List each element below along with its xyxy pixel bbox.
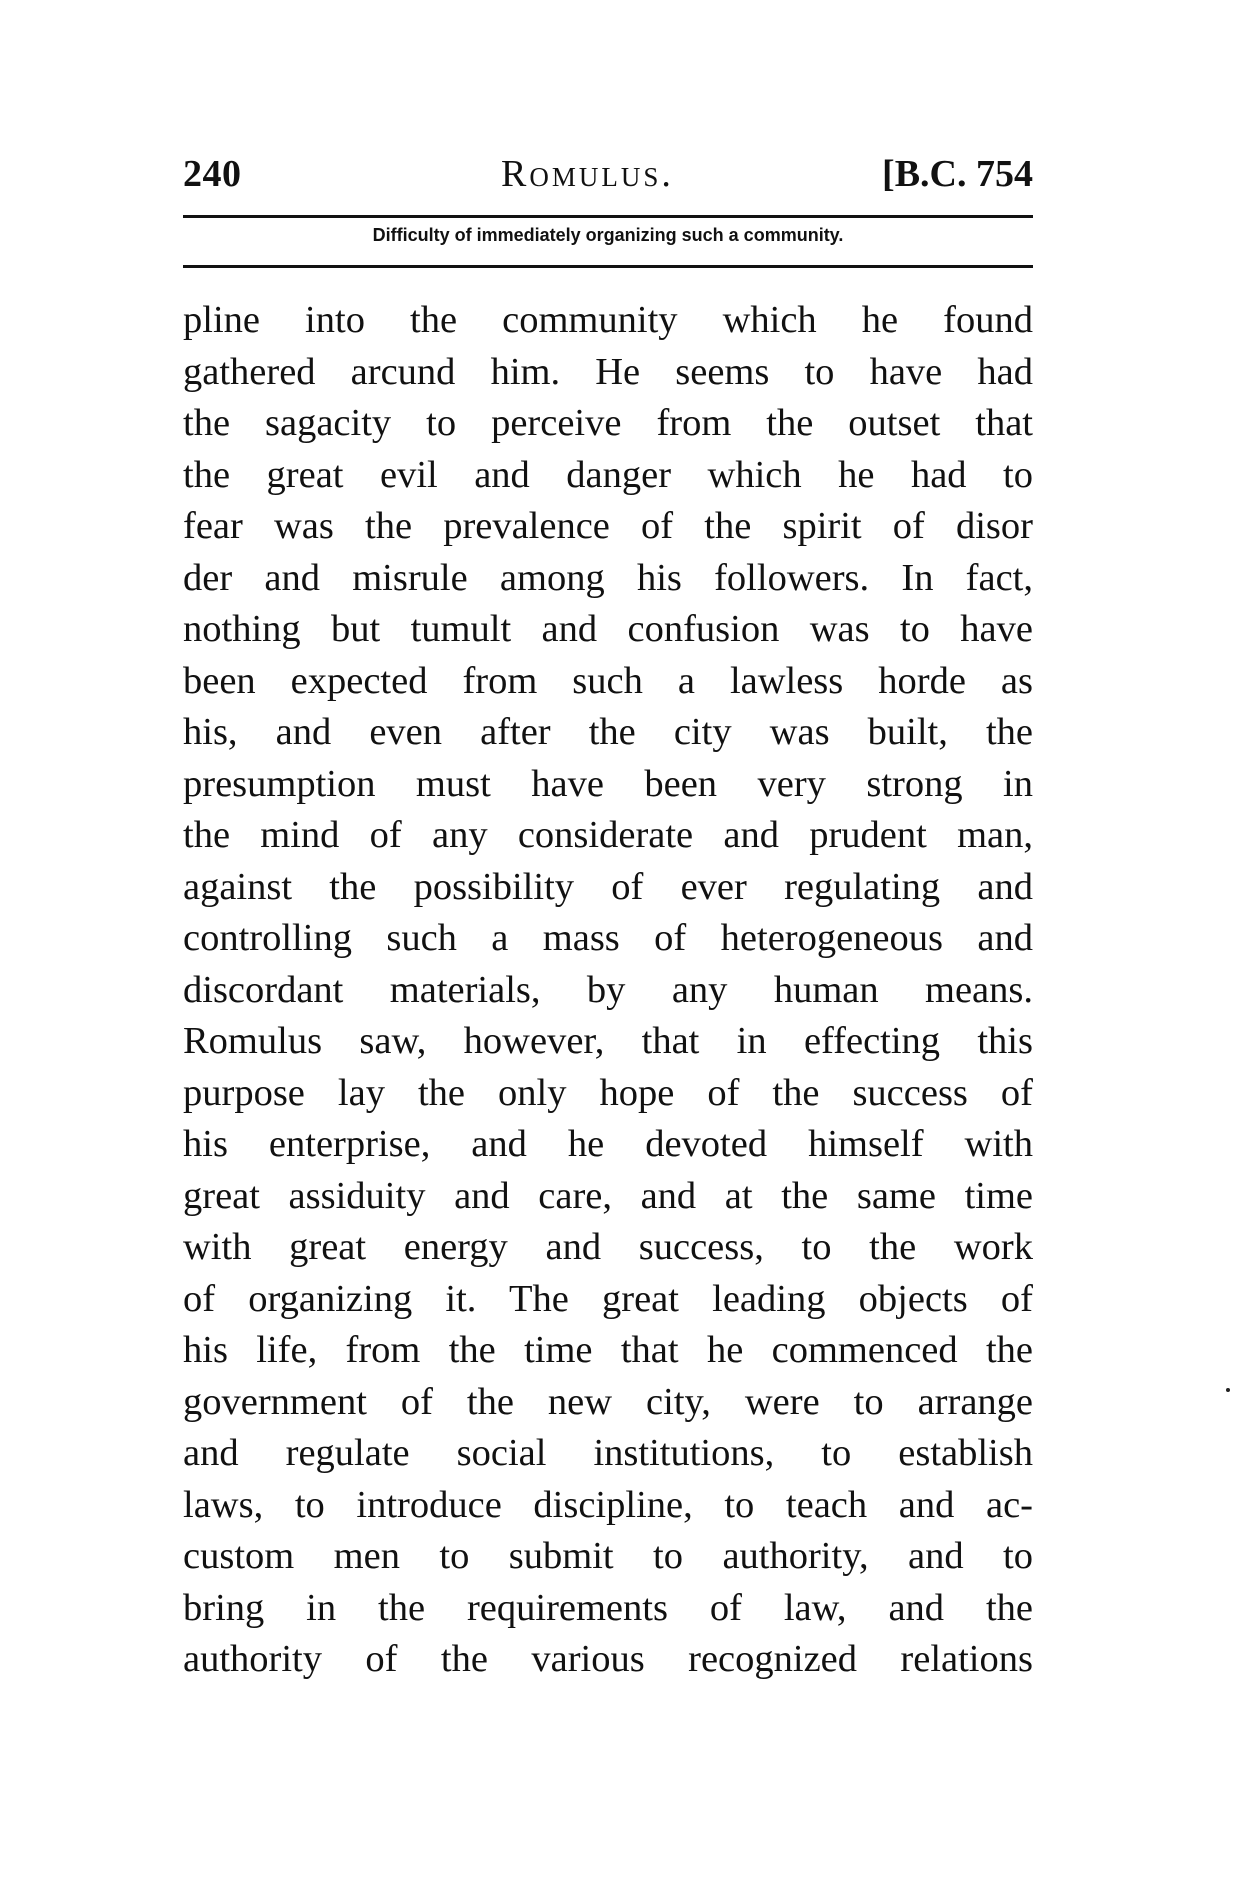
text-line: the great evil and danger which he had to — [183, 453, 1033, 496]
text-line: great assiduity and care, and at the same time — [183, 1174, 1033, 1217]
text-line: Romulus saw, however, that in effecting this — [183, 1020, 1033, 1062]
text-line: with great energy and success, to the work — [183, 1226, 1033, 1268]
text-line: bring in the requirements of law, and the — [183, 1586, 1033, 1629]
text-line: government of the new city, were to arrange — [183, 1380, 1033, 1423]
text-line: custom men to submit to authority, and to — [183, 1535, 1033, 1577]
running-date: [B.C. 754 — [882, 153, 1033, 195]
text-line: his enterprise, and he devoted himself with — [183, 1123, 1033, 1165]
text-line: controlling such a mass of heterogeneous and — [183, 917, 1033, 959]
text-line: nothing but tumult and confusion was to have — [183, 608, 1033, 650]
text-line: laws, to introduce discipline, to teach and ac- — [183, 1483, 1033, 1526]
text-line: fear was the prevalence of the spirit of disor — [183, 505, 1033, 547]
text-line: of organizing it. The great leading objects of — [183, 1277, 1033, 1320]
text-line: his life, from the time that he commenced the — [183, 1329, 1033, 1371]
text-line: pline into the community which he found — [183, 299, 1033, 341]
header-rule-top — [183, 215, 1033, 218]
text-line: authority of the various recognized relations — [183, 1638, 1033, 1680]
text-line: been expected from such a lawless horde as — [183, 659, 1033, 702]
text-line: gathered arcund him. He seems to have had — [183, 350, 1033, 393]
running-head — [183, 152, 1033, 202]
text-line: and regulate social institutions, to establish — [183, 1432, 1033, 1474]
margin-speck — [1226, 1388, 1230, 1392]
page-number: 240 — [183, 153, 242, 195]
text-line: against the possibility of ever regulating and — [183, 865, 1033, 908]
header-rule-bottom — [183, 265, 1033, 268]
text-line: presumption must have been very strong in — [183, 762, 1033, 805]
text-line: his, and even after the city was built, the — [183, 711, 1033, 753]
text-line: the sagacity to perceive from the outset that — [183, 402, 1033, 444]
running-title: Romulus. — [501, 153, 674, 195]
text-line: purpose lay the only hope of the success of — [183, 1071, 1033, 1114]
text-line: the mind of any considerate and prudent man, — [183, 814, 1033, 856]
section-subheading: Difficulty of immediately organizing such a community. — [372, 225, 844, 245]
body-text — [183, 295, 1033, 1686]
text-line: der and misrule among his followers. In fact, — [183, 556, 1033, 599]
text-line: discordant materials, by any human means. — [183, 968, 1033, 1011]
